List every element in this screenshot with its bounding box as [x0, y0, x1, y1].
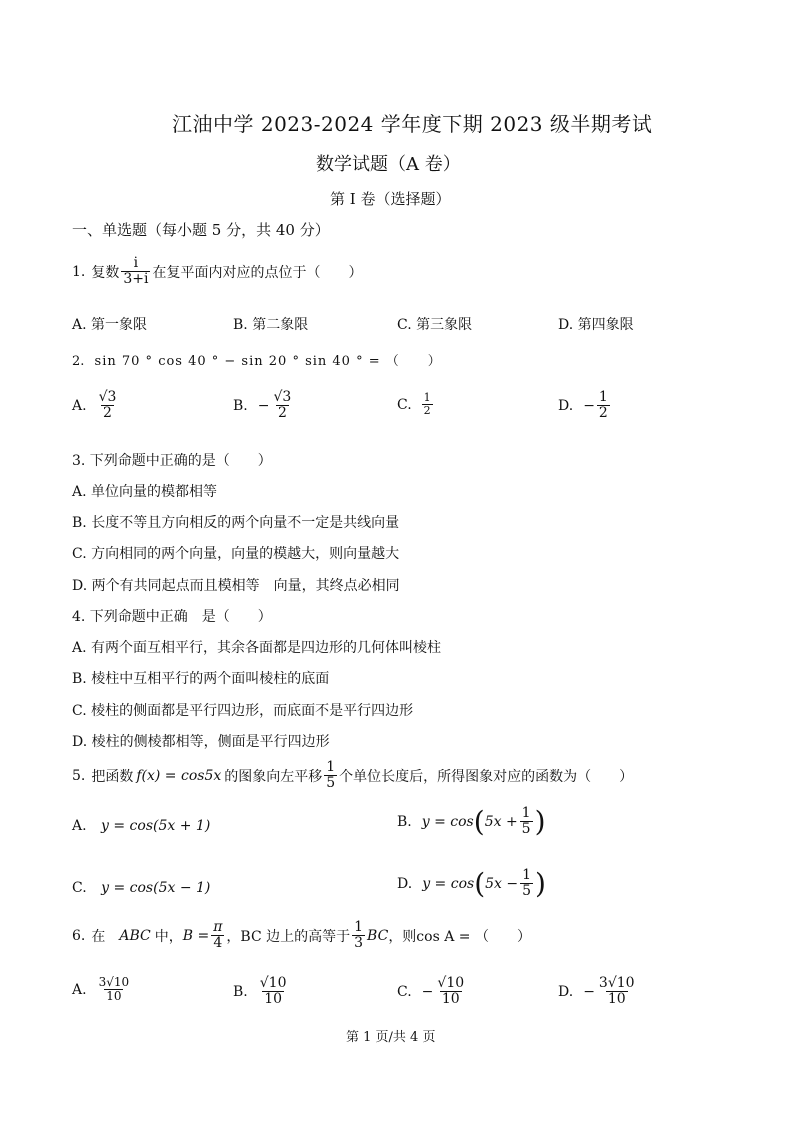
fraction-numerator: 1 [354, 919, 364, 935]
option-c [397, 392, 435, 417]
question-number: 2. [72, 354, 85, 369]
question-number: 5. [72, 767, 86, 784]
option-b: B. 棱柱中互相平行的两个面叫棱柱的底面 [72, 671, 330, 687]
option-c [397, 976, 468, 1008]
fraction [271, 390, 293, 422]
fraction-denominator: 3 [354, 935, 364, 952]
fraction-numerator: i [133, 255, 139, 271]
fraction-numerator: 3√10 [598, 975, 635, 991]
fraction-denominator: 2 [598, 405, 608, 422]
option-d: D. 两个有共同起点而且模相等 向量，其终点必相同 [72, 578, 400, 594]
fraction [211, 920, 224, 952]
question-text: ，则cos A = （ ） [388, 928, 531, 945]
question-text: ，BC 边上的高等于 [226, 928, 351, 945]
option-expression: y = cos [421, 813, 474, 830]
fraction [324, 760, 337, 792]
angle-expression: B = [182, 927, 210, 944]
option-c [72, 880, 210, 896]
option-expression: 5x + [484, 813, 518, 830]
option-d [397, 868, 546, 900]
option-b [233, 976, 291, 1008]
option-a [72, 390, 120, 422]
question-5-stem [72, 760, 633, 792]
question-text: 的图象向左平移 [224, 768, 323, 785]
option-d: D. 第四象限 [558, 317, 634, 333]
left-paren: ( [473, 804, 485, 838]
option-expression: 5x − [485, 875, 519, 892]
fraction-denominator: 5 [521, 821, 531, 838]
fraction-denominator: 10 [607, 991, 626, 1008]
option-d [558, 390, 612, 422]
exam-title: 江油中学 2023-2024 学年度下期 2023 级半期考试 [172, 112, 653, 136]
fraction [352, 920, 365, 952]
fraction [121, 256, 150, 288]
option-expression: y = cos [422, 875, 475, 892]
option-label: C. [397, 983, 412, 1000]
option-d: D. 棱柱的侧棱都相等，侧面是平行四边形 [72, 734, 330, 750]
fraction-numerator: 1 [521, 805, 531, 821]
fraction [97, 976, 132, 1003]
fraction-denominator: 4 [213, 935, 223, 952]
section-title: 第 I 卷（选择题） [330, 190, 451, 208]
minus-sign: − [421, 983, 434, 1000]
page-footer: 第 1 页/共 4 页 [346, 1030, 436, 1045]
option-label: C. [72, 880, 87, 896]
fraction-numerator: 3√10 [98, 975, 130, 989]
fraction-denominator: 3+i [123, 271, 149, 288]
option-a [72, 976, 133, 1003]
fraction-numerator: √3 [98, 389, 117, 405]
option-label: A. [72, 818, 87, 834]
fraction-denominator: 2 [423, 404, 431, 418]
question-3-stem: 3. 下列命题中正确的是（ ） [72, 453, 272, 469]
fraction-denominator: 2 [103, 405, 112, 422]
question-6-stem [72, 920, 531, 952]
part-heading: 一、单选题（每小题 5 分，共 40 分） [72, 221, 330, 239]
option-b: B. 第二象限 [233, 317, 309, 333]
option-label: B. [397, 813, 412, 830]
fraction-numerator: 1 [326, 759, 336, 775]
fraction-numerator: √10 [259, 975, 287, 991]
fraction [520, 806, 533, 838]
option-a [72, 818, 210, 834]
fraction [435, 976, 466, 1008]
fraction-numerator: π [213, 919, 223, 935]
option-label: A. [72, 397, 87, 414]
fraction [258, 976, 289, 1008]
option-a: A. 单位向量的模都相等 [72, 484, 218, 500]
option-label: D. [558, 397, 574, 414]
option-label: B. [233, 983, 248, 1000]
option-b [397, 806, 546, 838]
question-text: sin 70 ° cos 40 ° − sin 20 ° sin 40 ° = （ ） [94, 354, 442, 369]
option-label: B. [233, 397, 248, 414]
question-number: 1. [72, 263, 86, 280]
fraction-numerator: 1 [522, 867, 532, 883]
segment-label: BC [367, 927, 389, 944]
question-text: 中， [154, 928, 183, 945]
minus-sign: − [583, 397, 595, 414]
option-b: B. 长度不等且方向相反的两个向量不一定是共线向量 [72, 515, 400, 531]
question-text: 复数 [91, 264, 120, 281]
fraction-denominator: 5 [326, 775, 336, 792]
function-expression: f(x) = cos5x [136, 767, 222, 784]
fraction-denominator: 2 [277, 405, 287, 422]
question-number: 6. [72, 927, 86, 944]
option-label: A. [72, 981, 87, 998]
minus-sign: − [257, 397, 270, 414]
fraction-numerator: 1 [423, 391, 431, 404]
right-paren: ) [534, 804, 546, 838]
fraction [597, 390, 610, 422]
question-text: 个单位长度后，所得图象对应的函数为（ ） [339, 768, 634, 785]
question-text: 把函数 [91, 768, 134, 785]
fraction-numerator: 1 [598, 389, 608, 405]
option-c: C. 第三象限 [397, 317, 473, 333]
fraction [97, 390, 119, 422]
option-expression: y = cos(5x + 1) [101, 818, 211, 834]
fraction [597, 976, 637, 1008]
fraction-numerator: √3 [273, 389, 292, 405]
question-1-stem [72, 256, 362, 288]
fraction-denominator: 10 [106, 989, 122, 1004]
right-paren: ) [535, 866, 546, 900]
fraction-denominator: 10 [264, 991, 283, 1008]
fraction [422, 392, 433, 417]
option-label: C. [397, 396, 412, 413]
option-c: C. 棱柱的侧面都是平行四边形，而底面不是平行四边形 [72, 703, 414, 719]
question-text: 在 [91, 928, 106, 945]
minus-sign: − [583, 983, 595, 1000]
exam-subtitle: 数学试题（A 卷） [316, 154, 461, 175]
left-paren: ( [474, 866, 486, 900]
option-a: A. 有两个面互相平行，其余各面都是四边形的几何体叫棱柱 [72, 640, 442, 656]
fraction-denominator: 10 [441, 991, 460, 1008]
question-2-stem [72, 350, 442, 369]
option-expression: y = cos(5x − 1) [101, 880, 211, 896]
triangle-label: ABC [119, 927, 151, 944]
option-label: D. [558, 983, 574, 1000]
option-label: D. [397, 875, 413, 892]
fraction-denominator: 5 [522, 883, 532, 900]
option-b [233, 390, 295, 422]
question-4-stem: 4. 下列命题中正确 是（ ） [72, 609, 272, 625]
fraction [520, 868, 533, 900]
question-text: 在复平面内对应的点位于（ ） [152, 264, 363, 281]
fraction-numerator: √10 [437, 975, 465, 991]
option-d [558, 976, 639, 1008]
option-c: C. 方向相同的两个向量，向量的模越大，则向量越大 [72, 546, 400, 562]
option-a: A. 第一象限 [72, 317, 148, 333]
